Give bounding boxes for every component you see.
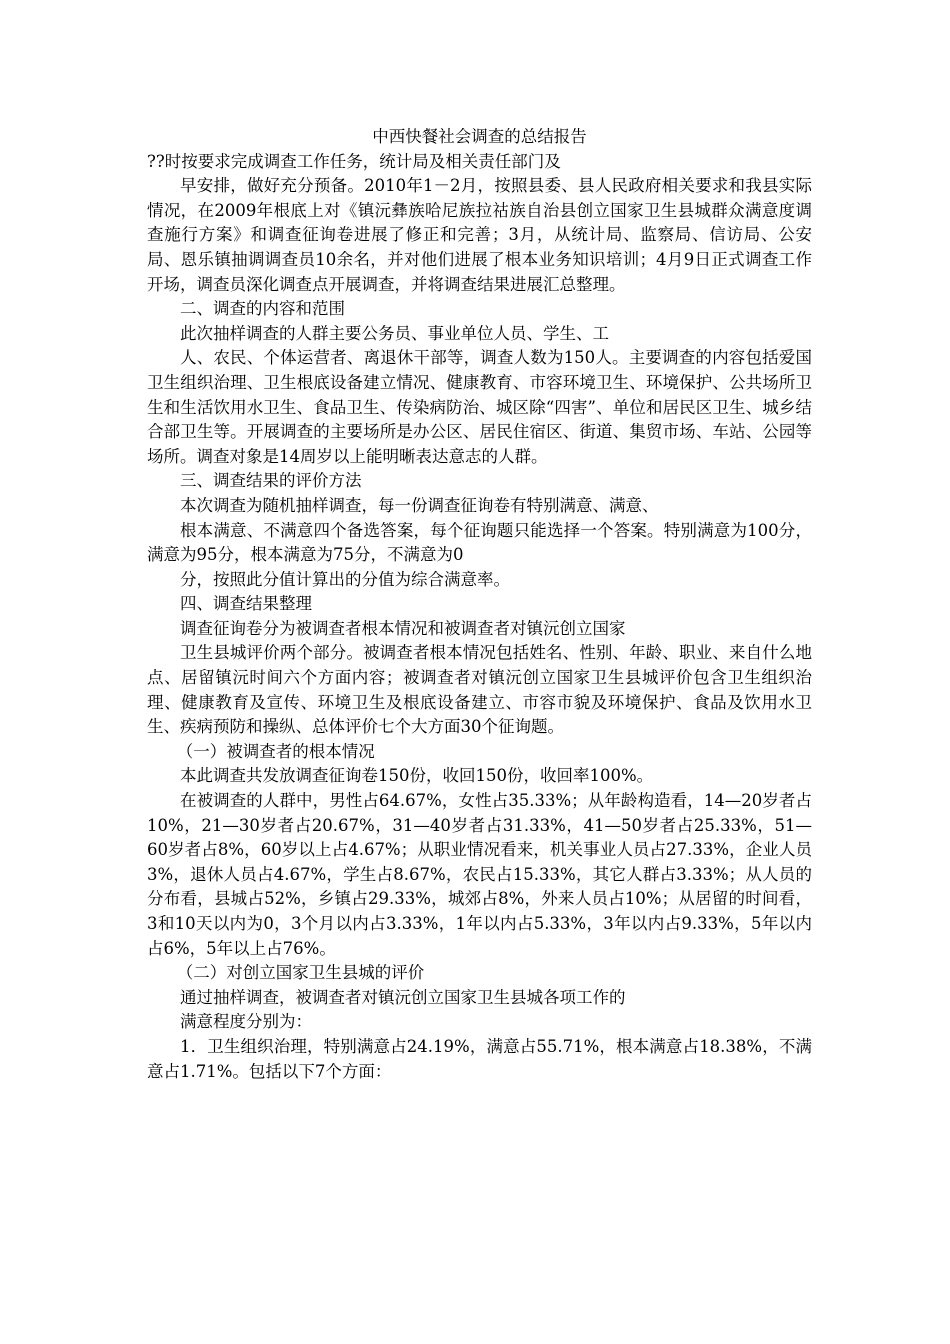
paragraph-12: 通过抽样调查，被调查者对镇沅创立国家卫生县城各项工作的 <box>180 987 626 1007</box>
document-page <box>147 125 812 1084</box>
paragraph-1: ??时按要求完成调查工作任务，统计局及相关责任部门及 <box>147 151 561 171</box>
paragraph-3: 此次抽样调查的人群主要公务员、事业单位人员、学生、工 <box>180 323 609 343</box>
paragraph-10: 本此调查共发放调查征询卷150份，收回150份，收回率100%。 <box>180 766 654 786</box>
section-heading-2: 二、调查的内容和范围 <box>180 299 345 319</box>
paragraph-9: 卫生县城评价两个部分。被调查者根本情况包括姓名、性别、年龄、职业、来自什么地点、居留镇沅时间六个方面内容；被调查者对镇沅创立国家卫生县城评价包含卫生组织治理、健康教育及宣传、环境卫生及根底设备建立、市容市貌及环境保护、食品及饮用水卫生、疾病预防和操纵、总体评价七个大方面30个征询题。 <box>147 643 812 737</box>
document-title: 中西快餐社会调查的总结报告 <box>372 127 587 146</box>
subsection-heading-1: （一）被调查者的根本情况 <box>176 741 375 761</box>
paragraph-4: 人、农民、个体运营者、离退休干部等，调查人数为150人。主要调查的内容包括爱国卫生组织治理、卫生根底设备建立情况、健康教育、市容环境卫生、环境保护、公共场所卫生和生活饮用水卫生、食品卫生、传染病防治、城区除“四害”、单位和居民区卫生、城乡结合部卫生等。开展调查的主要场所是办公区、居民住宿区、街道、集贸市场、车站、公园等场所。调查对象是14周岁以上能明晰表达意志的人群。 <box>147 348 812 466</box>
paragraph-11: 在被调查的人群中，男性占64.67%，女性占35.33%；从年龄构造看，14—20岁者占10%，21—30岁者占20.67%，31—40岁者占31.33%，41—50岁者占25.33%，51—60岁者占8%，60岁以上占4.67%；从职业情况看来，机关事业人员占27.33%，企业人员3%，退休人员占4.67%，学生占8.67%，农民占15.33%，其它人群占3.33%；从人员的分布看，县城占52%，乡镇占29.33%，城郊占8%，外来人员占10%；从居留的时间看，3和10天以内为0，3个月以内占3.33%，1年以内占5.33%，3年以内占9.33%，5年以内占6%，5年以上占76%。 <box>147 791 812 958</box>
paragraph-14: 1．卫生组织治理，特别满意占24.19%，满意占55.71%，根本满意占18.38%，不满意占1.71%。包括以下7个方面： <box>147 1036 812 1081</box>
paragraph-13: 满意程度分别为： <box>180 1012 312 1032</box>
paragraph-7: 分，按照此分值计算出的分值为综合满意率。 <box>180 569 510 589</box>
paragraph-2: 早安排，做好充分预备。2010年1－2月，按照县委、县人民政府相关要求和我县实际情况，在2009年根底上对《镇沅彝族哈尼族拉祜族自治县创立国家卫生县城群众满意度调查施行方案》和调查征询卷进展了修正和完善；3月，从统计局、监察局、信访局、公安局、恩乐镇抽调调查员10余名，并对他们进展了根本业务知识培训；4月9日正式调查工作开场，调查员深化调查点开展调查，并将调查结果进展汇总整理。 <box>147 176 812 294</box>
paragraph-5: 本次调查为随机抽样调查，每一份调查征询卷有特别满意、满意、 <box>180 495 659 515</box>
subsection-heading-2: （二）对创立国家卫生县城的评价 <box>176 963 425 983</box>
paragraph-8: 调查征询卷分为被调查者根本情况和被调查者对镇沅创立国家 <box>180 618 626 638</box>
section-heading-3: 三、调查结果的评价方法 <box>180 471 362 491</box>
paragraph-6: 根本满意、不满意四个备选答案，每个征询题只能选择一个答案。特别满意为100分，满意为95分，根本满意为75分，不满意为0 <box>147 520 812 565</box>
section-heading-4: 四、调查结果整理 <box>180 594 312 614</box>
